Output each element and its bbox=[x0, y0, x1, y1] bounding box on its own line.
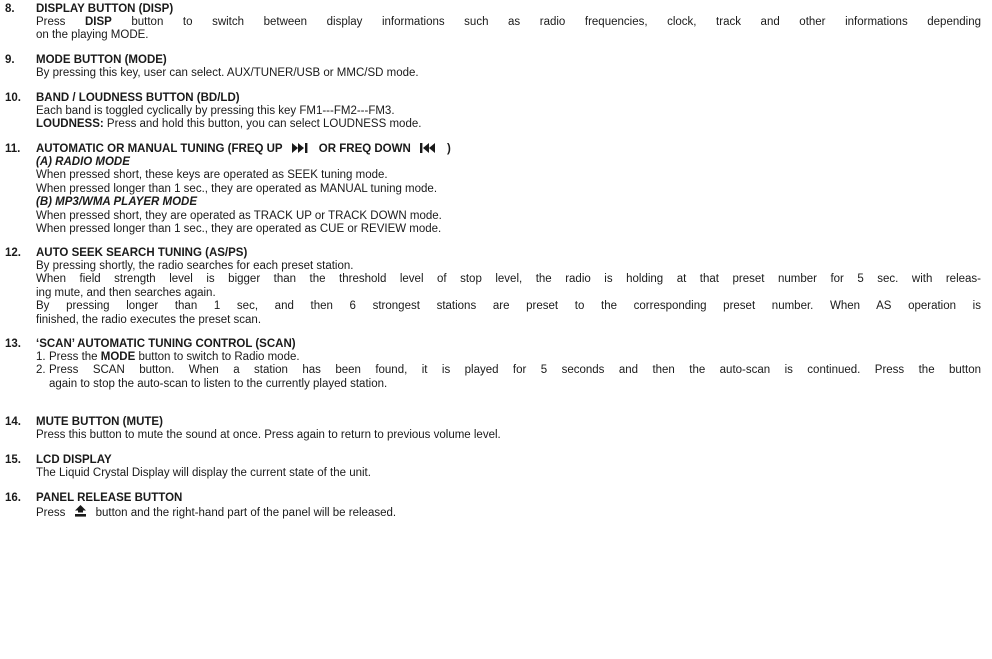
section-number: 12. bbox=[5, 247, 21, 259]
list-item bbox=[36, 364, 981, 391]
body-line: on the playing MODE. bbox=[36, 29, 149, 42]
section-title: MODE BUTTON (MODE) bbox=[36, 54, 167, 66]
body-line: When pressed short, these keys are operated as SEEK tuning mode. bbox=[36, 169, 388, 182]
section-title: PANEL RELEASE BUTTON bbox=[36, 492, 183, 504]
body-line: When pressed longer than 1 sec., they are operated as CUE or REVIEW mode. bbox=[36, 223, 442, 236]
section-number: 10. bbox=[5, 92, 21, 104]
section-body bbox=[36, 505, 981, 520]
section-title: MUTE BUTTON (MUTE) bbox=[36, 416, 163, 428]
section-title: DISPLAY BUTTON (DISP) bbox=[36, 3, 174, 15]
section-body bbox=[36, 260, 981, 327]
body-line: When field strength level is bigger than the threshold level of stop level, the radio is holding at that preset number for 5 sec. with releas- bbox=[36, 273, 981, 286]
body-line: When pressed short, they are operated as TRACK UP or TRACK DOWN mode. bbox=[36, 209, 442, 222]
list-number: 1. bbox=[36, 351, 46, 363]
section-number: 14. bbox=[5, 416, 21, 428]
section-body bbox=[36, 105, 981, 132]
eject-icon bbox=[75, 505, 86, 517]
bold-text: DISP bbox=[84, 16, 112, 28]
body-line: The Liquid Crystal Display will display the current state of the unit. bbox=[36, 467, 371, 479]
body-line bbox=[36, 505, 981, 520]
text-run: button to switch between display informations such as radio frequencies, clock, track and other informations depending bbox=[111, 16, 981, 28]
list-number: 2. bbox=[36, 364, 46, 377]
body-line: Each band is toggled cyclically by pressing this key FM1---FM2---FM3. bbox=[36, 105, 395, 117]
text-run: Press bbox=[36, 507, 66, 519]
section-number: 13. bbox=[5, 338, 21, 350]
text-run: Press bbox=[36, 16, 85, 28]
section-title: AUTO SEEK SEARCH TUNING (AS/PS) bbox=[36, 247, 248, 259]
subheading: (B) MP3/WMA PLAYER MODE bbox=[36, 196, 197, 209]
section-body bbox=[36, 156, 981, 236]
text-run: ) bbox=[446, 143, 451, 155]
text-run: AUTOMATIC OR MANUAL TUNING (FREQ UP bbox=[36, 143, 283, 155]
section-number: 8. bbox=[5, 3, 15, 15]
section-number: 11. bbox=[5, 143, 21, 155]
bold-text: MODE bbox=[100, 351, 136, 363]
body-line bbox=[36, 16, 981, 29]
list-item bbox=[36, 351, 981, 364]
section-body bbox=[36, 67, 981, 80]
body-line: By pressing this key, user can select. AUX/TUNER/USB or MMC/SD mode. bbox=[36, 67, 419, 79]
section-title: LCD DISPLAY bbox=[36, 454, 112, 466]
body-line: again to stop the auto-scan to listen to the currently played station. bbox=[49, 377, 388, 390]
section-number: 15. bbox=[5, 454, 21, 466]
bold-text: LOUDNESS: bbox=[36, 118, 104, 131]
text-run: button to switch to Radio mode. bbox=[135, 351, 300, 363]
text-run: OR FREQ DOWN bbox=[318, 143, 411, 155]
section-number: 9. bbox=[5, 54, 15, 66]
body-line: By pressing shortly, the radio searches for each preset station. bbox=[36, 260, 354, 272]
body-line bbox=[36, 118, 981, 131]
section-title bbox=[36, 143, 451, 156]
section-body bbox=[36, 351, 981, 391]
section-number: 16. bbox=[5, 492, 21, 504]
section-title: BAND / LOUDNESS BUTTON (BD/LD) bbox=[36, 92, 240, 104]
previous-track-icon bbox=[420, 143, 437, 153]
body-line: Press this button to mute the sound at once. Press again to return to previous volume level. bbox=[36, 429, 501, 441]
body-line: finished, the radio executes the preset scan. bbox=[36, 313, 262, 326]
body-line: When pressed longer than 1 sec., they are operated as MANUAL tuning mode. bbox=[36, 182, 438, 195]
body-line: Press SCAN button. When a station has been found, it is played for 5 seconds and then the auto-scan is continued. Press the button bbox=[49, 364, 981, 377]
section-body bbox=[36, 429, 981, 442]
text-run: button and the right-hand part of the panel will be released. bbox=[95, 507, 397, 519]
section-title: ‘SCAN’ AUTOMATIC TUNING CONTROL (SCAN) bbox=[36, 338, 296, 350]
subheading: (A) RADIO MODE bbox=[36, 156, 130, 168]
body-line: ing mute, and then searches again. bbox=[36, 286, 216, 299]
text-run: Press the bbox=[49, 351, 101, 363]
body-line: By pressing longer than 1 sec, and then 6 strongest stations are preset to the corresponding preset number. When AS operation is bbox=[36, 300, 981, 313]
next-track-icon bbox=[292, 143, 309, 153]
section-body bbox=[36, 16, 981, 43]
text-run: Press and hold this button, you can select LOUDNESS mode. bbox=[103, 118, 422, 131]
section-body bbox=[36, 467, 981, 480]
